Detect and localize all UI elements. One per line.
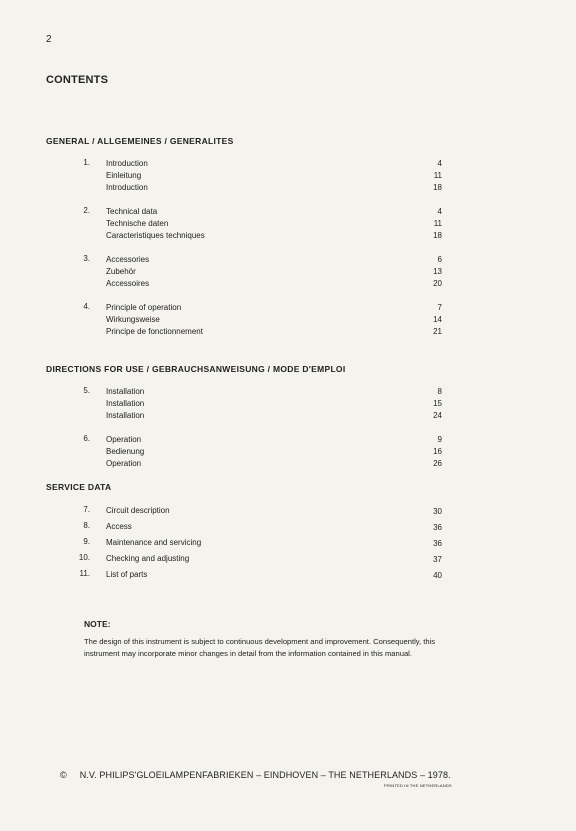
entry-title-fr: Caracteristiques techniques [106,231,205,240]
entry-page-de: 16 [433,447,442,456]
entry-number: 3. [83,254,90,263]
entry-title-de: Technische daten [106,219,169,228]
entry-number: 2. [83,206,90,215]
entry-title: Circuit description [106,506,170,515]
section-heading-general: GENERAL / ALLGEMEINES / GENERALITES [46,136,234,146]
entry-number: 11. [79,569,90,578]
page-title: CONTENTS [46,74,109,86]
entry-page-en: 9 [437,435,442,444]
entry-title-de: Zubehör [106,267,136,276]
note-text [84,636,524,660]
entry-title-en: Principle of operation [106,303,182,312]
entry-title-fr: Installation [106,411,145,420]
entry-title-de: Installation [106,399,145,408]
entry-page: 40 [433,571,442,580]
entry-page: 36 [433,539,442,548]
entry-number: 10. [78,553,90,562]
entry-title-fr: Accessoires [106,279,150,288]
entry-title-fr: Introduction [106,183,148,192]
entry-number: 4. [83,302,90,311]
entry-title: List of parts [106,570,148,579]
section-heading-directions: DIRECTIONS FOR USE / GEBRAUCHSANWEISUNG / MODE D'EMPLOI [46,364,346,374]
entry-title-fr: Operation [106,459,142,468]
entry-number: 7. [83,505,90,514]
copyright-footer: © N.V. PHILIPS'GLOEILAMPENFABRIEKEN – EINDHOVEN – THE NETHERLANDS – 1978. [60,770,451,780]
entry-page-de: 14 [433,315,442,324]
entry-title-en: Operation [106,435,142,444]
entry-page-en: 7 [437,303,442,312]
entry-page-en: 6 [437,255,442,264]
entry-number: 9. [83,537,90,546]
entry-title-de: Einleitung [106,171,142,180]
entry-page-en: 8 [437,387,442,396]
entry-title-de: Bedienung [106,447,145,456]
entry-page-de: 13 [433,267,442,276]
entry-page: 36 [433,523,442,532]
entry-title: Access [106,522,132,531]
entry-page-de: 11 [433,219,442,228]
entry-page: 37 [433,555,442,564]
entry-page-fr: 24 [433,411,442,420]
entry-title-en: Accessories [106,255,150,264]
entry-page-de: 15 [433,399,442,408]
note-line: The design of this instrument is subject to continuous development and improvement. Consequently, this [84,637,436,646]
entry-page: 30 [433,507,442,516]
entry-number: 6. [83,434,90,443]
note-heading: NOTE: [84,619,111,629]
entry-number: 1. [83,158,90,167]
entry-page-fr: 21 [433,327,442,336]
entry-title-en: Technical data [106,207,158,216]
entry-page-fr: 18 [433,231,442,240]
entry-page-en: 4 [437,159,442,168]
entry-title-en: Introduction [106,159,148,168]
printed-in-notice: PRINTED IN THE NETHERLANDS [384,783,452,788]
page-number: 2 [46,34,52,45]
entry-number: 5. [83,386,90,395]
entry-title-fr: Principe de fonctionnement [106,327,203,336]
entry-page-fr: 20 [433,279,442,288]
note-line: instrument may incorporate minor changes in detail from the information contained in this manual. [84,649,412,658]
section-heading-service: SERVICE DATA [46,482,112,492]
entry-title-de: Wirkungsweise [106,315,160,324]
entry-number: 8. [83,521,90,530]
entry-title: Maintenance and servicing [106,538,202,547]
entry-page-fr: 18 [433,183,442,192]
entry-page-de: 11 [433,171,442,180]
entry-title-en: Installation [106,387,145,396]
entry-page-en: 4 [437,207,442,216]
entry-title: Checking and adjusting [106,554,190,563]
entry-page-fr: 26 [433,459,442,468]
